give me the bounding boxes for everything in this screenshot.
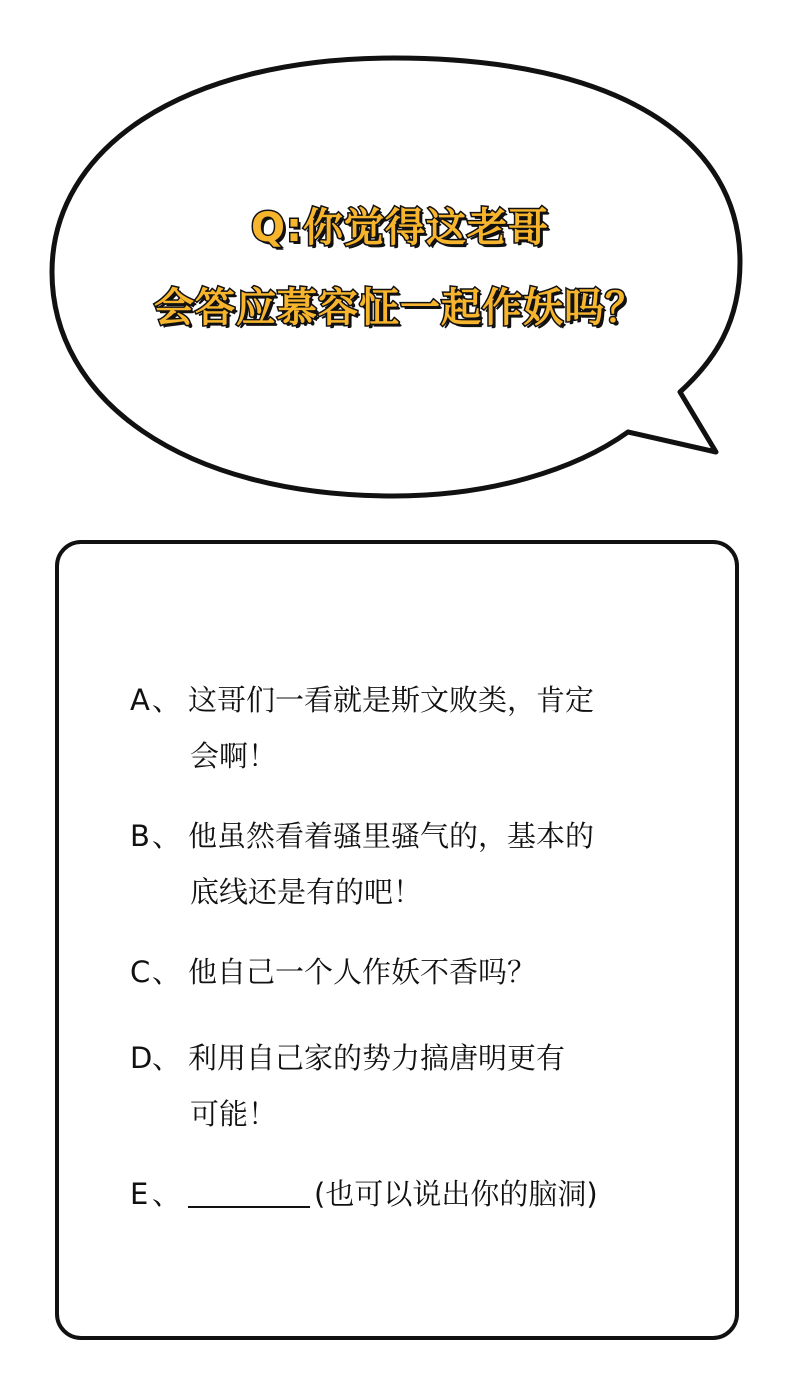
- option-text: 这哥们一看就是斯文败类，肯定: [188, 683, 595, 717]
- option-a[interactable]: [130, 672, 690, 784]
- option-letter: E: [130, 1177, 149, 1211]
- option-letter: A: [130, 683, 150, 717]
- speech-bubble: [0, 0, 800, 520]
- option-separator: 、: [152, 955, 182, 989]
- option-text: 他虽然看着骚里骚气的，基本的: [188, 819, 595, 853]
- option-text: 利用自己家的势力搞唐明更有: [188, 1041, 566, 1075]
- option-separator: 、: [152, 819, 182, 853]
- option-text-continued: 可能！: [190, 1097, 278, 1131]
- option-letter: D: [130, 1041, 153, 1075]
- option-text-continued: 会啊！: [190, 739, 278, 773]
- option-b[interactable]: [130, 808, 690, 920]
- option-d[interactable]: [130, 1030, 690, 1142]
- option-separator: 、: [152, 1041, 182, 1075]
- option-letter: C: [130, 955, 151, 989]
- question-line-1: Q:你觉得这老哥: [251, 205, 549, 251]
- question-line-2: 会答应慕容怔一起作妖吗？: [154, 285, 646, 331]
- option-letter: B: [130, 819, 150, 853]
- option-separator: 、: [152, 1177, 182, 1211]
- fill-in-blank[interactable]: [188, 1176, 310, 1208]
- option-separator: 、: [152, 683, 182, 717]
- option-text: (也可以说出你的脑洞): [314, 1177, 598, 1211]
- option-e[interactable]: [130, 1166, 690, 1222]
- option-text-continued: 底线还是有的吧！: [190, 875, 423, 909]
- option-c[interactable]: [130, 944, 690, 1000]
- option-text: 他自己一个人作妖不香吗？: [188, 955, 537, 989]
